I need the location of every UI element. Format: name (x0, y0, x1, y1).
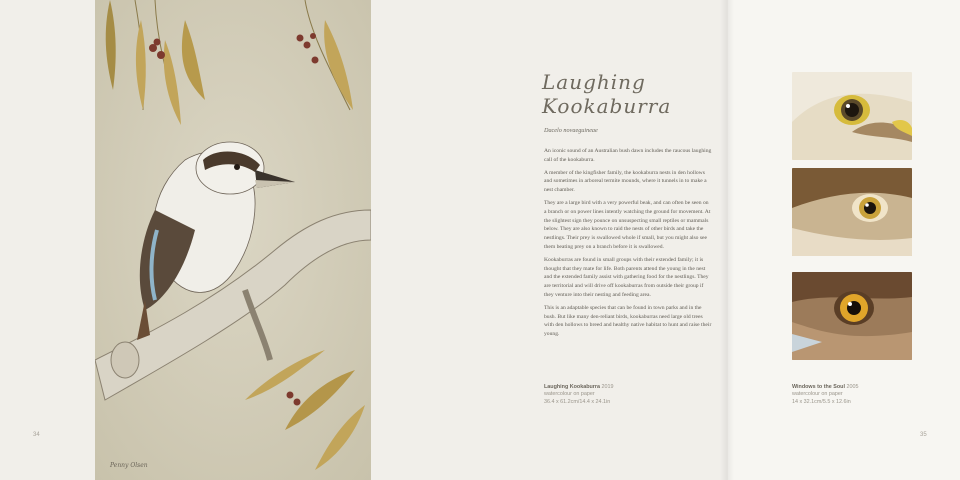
caption-title: Laughing Kookaburra (544, 384, 601, 390)
caption-size: 36.4 x 61.2cm/14.4 x 24.1in (544, 398, 611, 405)
eye-painting-1 (792, 72, 912, 160)
caption-size: 14 x 32.1cm/5.5 x 12.6in (792, 398, 851, 405)
eye-painting-3 (792, 272, 912, 360)
title-line-2: Kookaburra (542, 94, 672, 118)
page-title (542, 70, 722, 118)
paragraph: Kookaburras are found in small groups with their extended family; it is thought that they mate for life. Both parents attend the young in the nest and the extended family assist with gathering food for the nestlings. They are territorial and will drive off kookaburras from outside their group if they venture into their nesting and feeding area. (544, 256, 709, 298)
paragraph: This is an adaptable species that can be found in town parks and in the bush. But like many den-reliant birds, kookaburras need large old trees with den hollows to breed and healthy native habitat to hunt and raise their young. (544, 304, 712, 338)
page-number-right: 35 (920, 432, 927, 438)
caption-year: 2019 (601, 384, 614, 390)
caption-medium: watercolour on paper (544, 391, 595, 398)
eye-painting-2 (792, 168, 912, 256)
left-caption (544, 384, 614, 406)
caption-year: 2005 (846, 384, 859, 390)
book-gutter (720, 0, 734, 480)
article-body (544, 147, 712, 343)
paragraph: A member of the kingfisher family, the kookaburra nests in den hollows and sometimes in arboreal termite mounds, where it tunnels in to make a nest chamber. (544, 169, 707, 194)
caption-title: Windows to the Soul (792, 384, 845, 390)
caption-medium: watercolour on paper (792, 391, 843, 398)
paragraph: An iconic sound of an Australian bush dawn includes the raucous laughing call of the kookaburra. (544, 148, 712, 163)
page-number-left: 34 (33, 432, 40, 438)
kookaburra-painting (95, 0, 371, 480)
species-name: Dacelo novaeguineae (544, 127, 598, 134)
artist-signature: Penny Olsen (110, 462, 148, 469)
right-caption (792, 384, 858, 406)
paragraph: They are a large bird with a very powerful beak, and can often be seen on a branch or on power lines intently watching the ground for movement. At the slightest sign they pounce on unsuspecting small reptiles or mammals below. They are also known to raid the nests of other birds and take the nestlings. Their prey is swallowed whole if small, but you might also see them beating prey on a branch before it is swallowed. (544, 199, 711, 250)
title-line-1: Laughing (542, 70, 646, 94)
